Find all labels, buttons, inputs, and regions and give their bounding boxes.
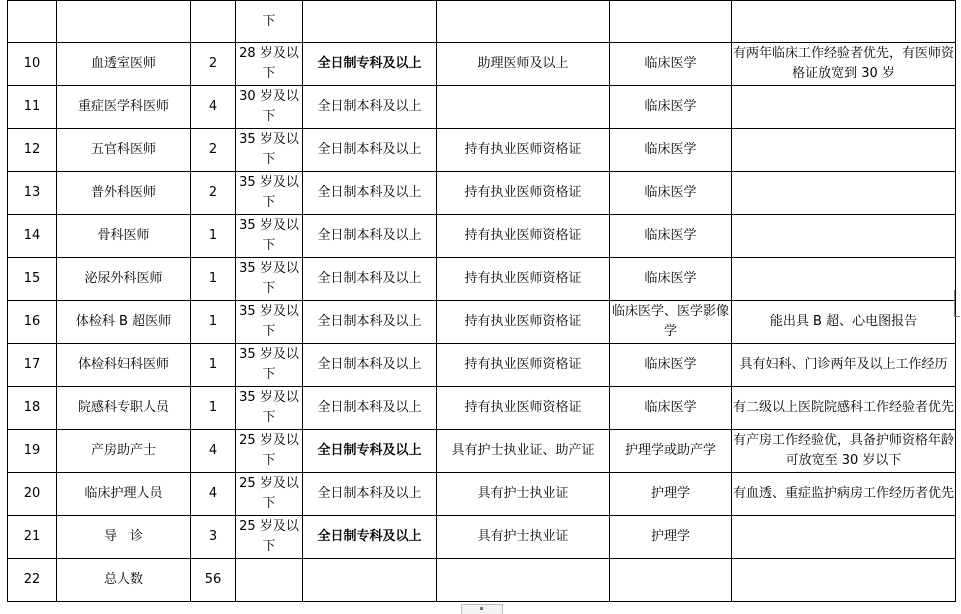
cell-major: 临床医学: [610, 387, 732, 430]
cell-note: [732, 1, 956, 43]
cell-title: 五官科医师: [57, 129, 191, 172]
table-row: [8, 387, 956, 430]
cell-note: [732, 258, 956, 301]
cell-major: 临床医学: [610, 172, 732, 215]
cell-title: 总人数: [57, 559, 191, 602]
cell-count: 4: [191, 430, 236, 473]
cell-cert: 持有执业医师资格证: [437, 129, 610, 172]
cell-cert: 具有护士执业证: [437, 516, 610, 559]
table-row-total: [8, 559, 956, 602]
cell-note: 有二级以上医院院感科工作经验者优先: [732, 387, 956, 430]
cell-count: 56: [191, 559, 236, 602]
cell-no: 20: [8, 473, 57, 516]
cell-major: 临床医学: [610, 86, 732, 129]
cell-edu: 全日制专科及以上: [303, 430, 437, 473]
cell-note: 有两年临床工作经验者优先，有医师资格证放宽到 30 岁: [732, 43, 956, 86]
table-row: [8, 473, 956, 516]
table-row: [8, 86, 956, 129]
cell-age-tail: 下: [236, 1, 303, 43]
cell-edu: 全日制本科及以上: [303, 301, 437, 344]
page-edge-marker: [954, 290, 960, 317]
cell-cert: [437, 1, 610, 43]
cell-major: 临床医学: [610, 215, 732, 258]
cell-cert: 具有护士执业证、助产证: [437, 430, 610, 473]
cell-age: 35 岁及以下: [236, 258, 303, 301]
cell-edu: [303, 559, 437, 602]
cell-major: [610, 1, 732, 43]
cell-edu: 全日制本科及以上: [303, 344, 437, 387]
cell-note: [732, 215, 956, 258]
table-row: [8, 258, 956, 301]
cell-age: 35 岁及以下: [236, 387, 303, 430]
cell-major: 临床医学: [610, 43, 732, 86]
cell-age: 35 岁及以下: [236, 129, 303, 172]
table-row: [8, 430, 956, 473]
cell-note: 有产房工作经验优，具备护师资格年龄可放宽至 30 岁以下: [732, 430, 956, 473]
cell-count: 2: [191, 43, 236, 86]
cell-count: 1: [191, 215, 236, 258]
table-row: [8, 516, 956, 559]
cell-edu: 全日制本科及以上: [303, 258, 437, 301]
cell-note: [732, 172, 956, 215]
cell-age: 28 岁及以下: [236, 43, 303, 86]
cell-count: 3: [191, 516, 236, 559]
cell-major: 临床医学: [610, 258, 732, 301]
cell-note: [732, 129, 956, 172]
cell-title: 骨科医师: [57, 215, 191, 258]
cell-no: 19: [8, 430, 57, 473]
cell-edu: [303, 1, 437, 43]
cell-cert: 助理医师及以上: [437, 43, 610, 86]
cell-cert: 持有执业医师资格证: [437, 172, 610, 215]
cell-cert: 持有执业医师资格证: [437, 344, 610, 387]
cell-cert: [437, 86, 610, 129]
cell-age: [236, 559, 303, 602]
cell-no: 14: [8, 215, 57, 258]
cell-major: [610, 559, 732, 602]
cell-title: 泌尿外科医师: [57, 258, 191, 301]
cell-cert: 具有护士执业证: [437, 473, 610, 516]
cell-no: 18: [8, 387, 57, 430]
cell-count: 1: [191, 387, 236, 430]
cell-no: 13: [8, 172, 57, 215]
cell-edu: 全日制专科及以上: [303, 516, 437, 559]
cell-edu: 全日制本科及以上: [303, 387, 437, 430]
table-row-partial: [8, 1, 956, 43]
cell-age: 25 岁及以下: [236, 430, 303, 473]
cell-note: 能出具 B 超、心电图报告: [732, 301, 956, 344]
table-row: [8, 172, 956, 215]
cell-note: [732, 559, 956, 602]
cell-count: [191, 1, 236, 43]
cell-note: 有血透、重症监护病房工作经历者优先: [732, 473, 956, 516]
cell-title: 普外科医师: [57, 172, 191, 215]
cell-count: 2: [191, 172, 236, 215]
cell-title: 导 诊: [57, 516, 191, 559]
cell-edu: 全日制本科及以上: [303, 129, 437, 172]
cell-title: 院感科专职人员: [57, 387, 191, 430]
cell-major: 护理学或助产学: [610, 430, 732, 473]
cell-major: 临床医学: [610, 344, 732, 387]
cell-age: 30 岁及以下: [236, 86, 303, 129]
cell-major: 临床医学: [610, 129, 732, 172]
cell-age: 25 岁及以下: [236, 516, 303, 559]
cell-no: 22: [8, 559, 57, 602]
cell-age: 35 岁及以下: [236, 344, 303, 387]
cell-cert: 持有执业医师资格证: [437, 301, 610, 344]
cell-age: 35 岁及以下: [236, 215, 303, 258]
cell-edu: 全日制专科及以上: [303, 43, 437, 86]
cell-no: 11: [8, 86, 57, 129]
cell-edu: 全日制本科及以上: [303, 86, 437, 129]
cell-no: 17: [8, 344, 57, 387]
cell-title: 重症医学科医师: [57, 86, 191, 129]
cell-title: 血透室医师: [57, 43, 191, 86]
cell-major: 护理学: [610, 516, 732, 559]
table-body: [8, 1, 956, 602]
cell-age: 25 岁及以下: [236, 473, 303, 516]
cell-note: 具有妇科、门诊两年及以上工作经历: [732, 344, 956, 387]
cell-title: 体检科 B 超医师: [57, 301, 191, 344]
table-row: [8, 43, 956, 86]
table-row: [8, 129, 956, 172]
cell-no: [8, 1, 57, 43]
recruitment-table: [7, 0, 956, 602]
cell-cert: 持有执业医师资格证: [437, 387, 610, 430]
cell-count: 4: [191, 86, 236, 129]
cell-no: 12: [8, 129, 57, 172]
cell-count: 1: [191, 301, 236, 344]
cell-title: 临床护理人员: [57, 473, 191, 516]
cell-count: 2: [191, 129, 236, 172]
cell-no: 10: [8, 43, 57, 86]
sheet-tab-dot: [480, 607, 483, 610]
cell-note: [732, 516, 956, 559]
cell-age: 35 岁及以下: [236, 172, 303, 215]
cell-count: 4: [191, 473, 236, 516]
table-row: [8, 344, 956, 387]
cell-no: 21: [8, 516, 57, 559]
cell-title: 体检科妇科医师: [57, 344, 191, 387]
cell-title: 产房助产士: [57, 430, 191, 473]
cell-count: 1: [191, 344, 236, 387]
cell-major: 护理学: [610, 473, 732, 516]
cell-edu: 全日制本科及以上: [303, 215, 437, 258]
cell-cert: 持有执业医师资格证: [437, 215, 610, 258]
cell-age: 35 岁及以下: [236, 301, 303, 344]
cell-edu: 全日制本科及以上: [303, 172, 437, 215]
table-row: [8, 215, 956, 258]
cell-count: 1: [191, 258, 236, 301]
cell-major: 临床医学、医学影像学: [610, 301, 732, 344]
table-row: [8, 301, 956, 344]
cell-no: 16: [8, 301, 57, 344]
cell-edu: 全日制本科及以上: [303, 473, 437, 516]
cell-title: [57, 1, 191, 43]
cell-note: [732, 86, 956, 129]
cell-cert: 持有执业医师资格证: [437, 258, 610, 301]
cell-cert: [437, 559, 610, 602]
cell-no: 15: [8, 258, 57, 301]
